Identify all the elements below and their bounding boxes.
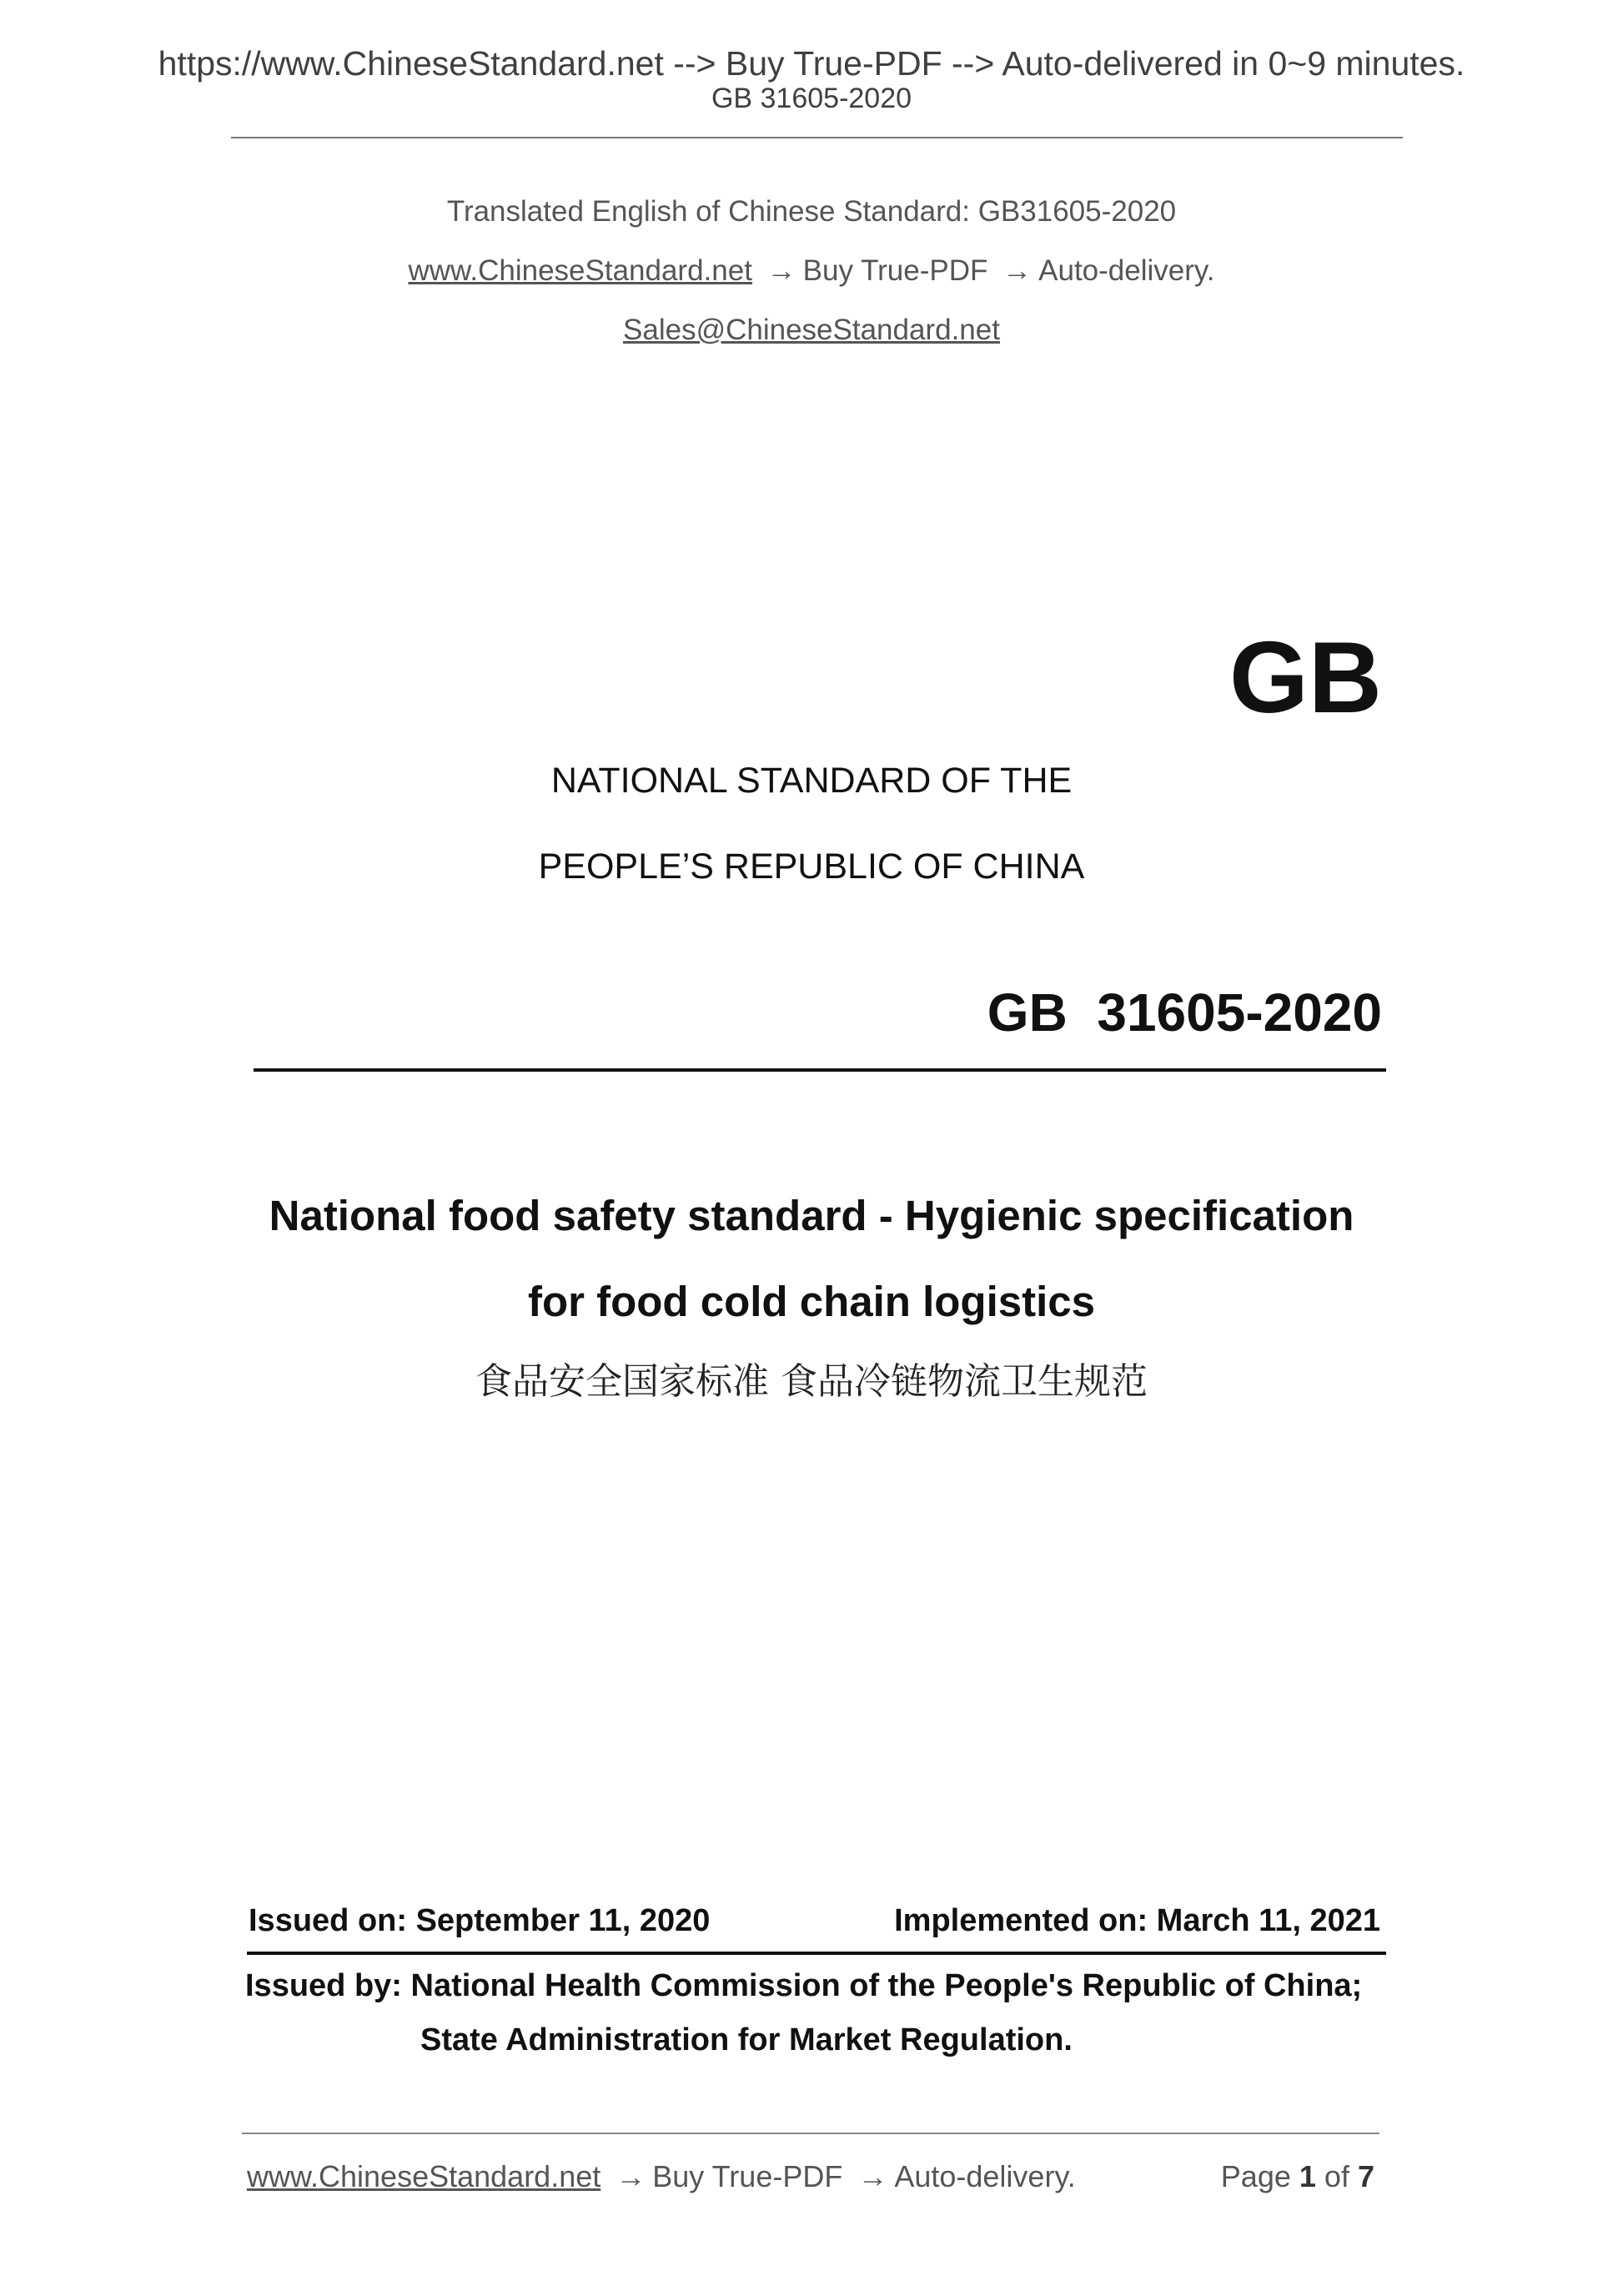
arrow-right-icon: →	[766, 254, 796, 287]
title-line1: National food safety standard - Hygienic specification	[269, 1192, 1354, 1239]
implemented-on: Implemented on: March 11, 2021	[894, 1903, 1380, 1938]
page-indicator	[1221, 2158, 1374, 2195]
header-divider	[231, 137, 1403, 138]
page-of: of	[1324, 2159, 1349, 2193]
arrow-right-icon: →	[1002, 254, 1033, 287]
chinesestandard-link[interactable]: www.ChineseStandard.net	[408, 254, 752, 287]
translation-note: Translated English of Chinese Standard: GB31605-2020	[446, 195, 1177, 228]
national-standard-line2: PEOPLE’S REPUBLIC OF CHINA	[538, 847, 1085, 887]
sales-email-row	[0, 313, 1623, 348]
header-doc-code: GB 31605-2020	[711, 83, 912, 114]
issued-by-line1: Issued by: National Health Commission of the People's Republic of China;	[245, 1968, 1363, 2003]
footer-links	[247, 2158, 1076, 2195]
page-label: Page	[1220, 2159, 1291, 2193]
page-total: 7	[1357, 2159, 1374, 2193]
page-current: 1	[1299, 2159, 1316, 2193]
title-line2: for food cold chain logistics	[527, 1278, 1096, 1325]
standard-number-divider	[254, 1068, 1386, 1072]
header-url-line: https://www.ChineseStandard.net --> Buy True-PDF --> Auto-delivered in 0~9 minutes.	[158, 44, 1465, 83]
buy-true-pdf-text: Buy True-PDF	[802, 254, 988, 287]
standard-number: GB 31605-2020	[987, 982, 1382, 1042]
footer-buy-text: Buy True-PDF	[652, 2159, 843, 2193]
arrow-right-icon: →	[616, 2159, 646, 2193]
footer-chinesestandard-link[interactable]: www.ChineseStandard.net	[247, 2159, 601, 2193]
issue-divider	[247, 1952, 1386, 1955]
gb-mark: GB	[1229, 620, 1382, 734]
footer-divider	[242, 2133, 1379, 2134]
footer-auto-delivery-text: Auto-delivery.	[894, 2159, 1076, 2193]
issued-on: Issued on: September 11, 2020	[249, 1903, 711, 1938]
arrow-right-icon: →	[857, 2159, 888, 2193]
auto-delivery-text: Auto-delivery.	[1038, 254, 1215, 287]
national-standard-line1: NATIONAL STANDARD OF THE	[550, 761, 1073, 801]
chinese-title: 食品安全国家标准 食品冷链物流卫生规范	[475, 1360, 1148, 1403]
issued-by-line2: State Administration for Market Regulation.	[420, 2022, 1073, 2057]
sales-email-link[interactable]: Sales@ChineseStandard.net	[623, 314, 1000, 346]
translation-link-row	[0, 254, 1623, 289]
